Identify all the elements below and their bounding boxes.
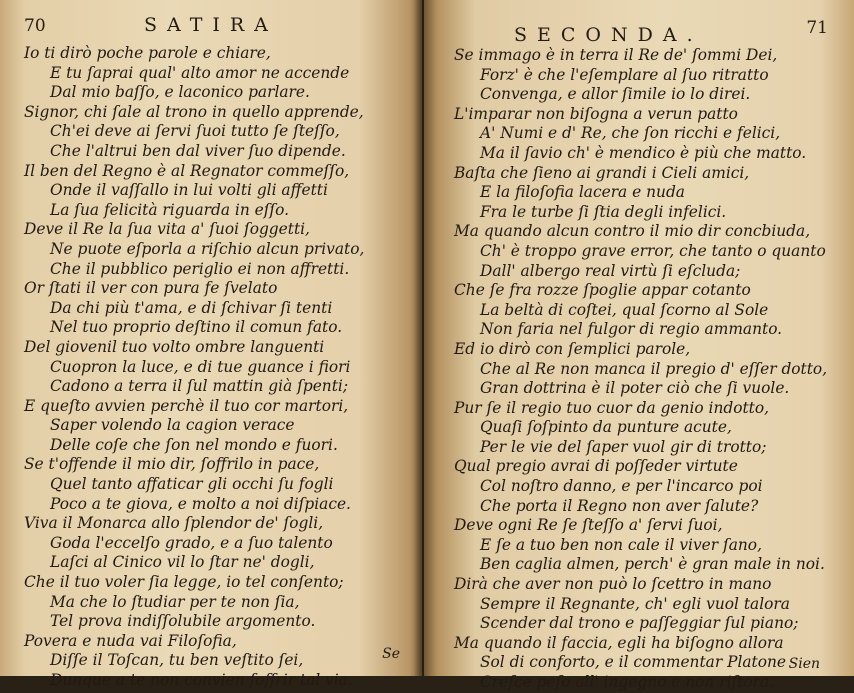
verse-line: Ma il ſavio ch' è mendico è più che matto. [480, 143, 807, 162]
verse-line: E ſe a tuo ben non cale il viver ſano, [480, 535, 762, 554]
left-verse-block [24, 44, 402, 691]
catchword-right: Sien [788, 656, 820, 672]
verse-line: E tu ſaprai qual' alto amor ne accende [50, 63, 350, 82]
verse-line: Sempre il Regnante, ch' egli vuol talora [480, 594, 790, 613]
verse-line: Goda l'eccelſo grado, e a ſuo talento [50, 533, 333, 552]
verse-line: Non faria nel fulgor di regio ammanto. [480, 320, 783, 339]
verse-line: Signor, chi ſale al trono in quello apprende, [24, 102, 364, 121]
verse-line: E la filoſofia lacera e nuda [480, 183, 685, 202]
verse-line: Che ſe fra rozze ſpoglie appar cotanto [454, 281, 751, 300]
verse-line: Se t'offende il mio dir, ſoffrilo in pace, [24, 455, 320, 474]
verse-line: Che porta il Regno non aver ſalute? [480, 496, 759, 515]
right-verse-block [454, 46, 836, 693]
page-number-left: 70 [24, 16, 46, 36]
verse-line: Che l'altrui ben dal viver ſuo dipende. [50, 141, 346, 160]
verse-line: Qual pregio avrai di poſſeder virtute [454, 457, 738, 476]
verse-line: La ſua felicità riguarda in eſſo. [50, 200, 290, 219]
verse-line: Delle coſe che ſon nel mondo e fuori. [50, 435, 338, 454]
verse-line: Ma che lo ſtudiar per te non ſia, [50, 592, 300, 611]
verse-line: Or ſtati il ver con pura fe ſvelato [24, 279, 278, 298]
verse-line: Gran dottrina è il poter ciò che ſi vuole. [480, 379, 790, 398]
verse-line: Che al Re non manca il pregio d' eſſer dotto, [480, 359, 828, 378]
verse-line: Ed io dirò con ſemplici parole, [454, 339, 691, 358]
verse-line: Ma quando il faccia, egli ha biſogno allora [454, 633, 784, 652]
verse-line: Forz' è che l'eſemplare al ſuo ritratto [480, 65, 769, 84]
verse-line: Onde il vaſſallo in lui volti gli affetti [50, 181, 328, 200]
verse-line: Quaſi ſoſpinto da punture acute, [480, 418, 732, 437]
left-page-header [24, 14, 402, 44]
verse-line: Sol di conforto, e il commentar Platone [480, 653, 787, 672]
verse-line: E queſto avvien perchè il tuo cor martori, [24, 396, 349, 415]
verse-line: Deve ogni Re ſe ſteſſo a' ſervi ſuoi, [454, 516, 723, 535]
running-head-right: SECONDA. [514, 24, 703, 46]
verse-line: Che il tuo voler ſia legge, io tel conſento; [24, 573, 344, 592]
verse-line: La beltà di coſtei, qual ſcorno al Sole [480, 300, 769, 319]
verse-line: Se immago è in terra il Re de' ſommi Dei, [454, 46, 778, 64]
running-head-left: SATIRA [144, 14, 278, 36]
verse-line: Cuopron la luce, e di tue guance i fiori [50, 357, 351, 376]
verse-line: Col noſtro danno, e per l'incarco poi [480, 477, 763, 496]
verse-line: Da chi più t'ama, e di ſchivar ſi tenti [50, 298, 333, 317]
verse-line: Povera e nuda vai Filoſofia, [24, 631, 237, 650]
left-page [0, 0, 422, 689]
catchword-left: Se [382, 646, 400, 662]
verse-line: Io ti dirò poche parole e chiare, [24, 44, 271, 62]
verse-line: Creſce peſo all' ingegno e non riſtora. [480, 673, 775, 691]
verse-line: Dall' albergo real virtù ſi eſcluda; [480, 261, 741, 280]
right-page [424, 0, 854, 691]
verse-line: Fra le turbe ſi ſtia degli infelici. [480, 202, 727, 221]
verse-line: Ne puote eſporla a riſchio alcun privato, [50, 239, 365, 258]
verse-line: Laſci al Cinico vil lo ſtar ne' dogli, [50, 553, 315, 572]
verse-line: Ma quando alcun contro il mio dir concbiuda, [454, 222, 811, 241]
verse-line: Cadono a terra il ſul mattin già ſpenti; [50, 377, 349, 396]
verse-line: Viva il Monarca allo ſplendor de' ſogli, [24, 514, 324, 533]
verse-line: Ch' è troppo grave error, che tanto o quanto [480, 241, 826, 260]
verse-line: Dal mio baſſo, e laconico parlare. [50, 83, 310, 102]
verse-line: Scender dal trono e paſſeggiar ſul piano; [480, 614, 799, 633]
verse-line: Quel tanto affaticar gli occhi ſu fogli [50, 475, 334, 494]
verse-line: Ben caglia almen, perch' è gran male in noi. [480, 555, 825, 574]
verse-line: Che il pubblico periglio ei non affretti. [50, 259, 350, 278]
verse-line: Tel prova indiſſolubile argomento. [50, 612, 316, 631]
verse-line: Dirà che aver non può lo ſcettro in mano [454, 575, 772, 594]
verse-line: Del giovenil tuo volto ombre languenti [24, 337, 325, 356]
verse-line: Il ben del Regno è al Regnator commeſſo, [24, 161, 350, 180]
verse-line: Pur ſe il regio tuo cuor da genio indotto, [454, 398, 770, 417]
verse-line: Convenga, e allor ſimile io lo direi. [480, 85, 751, 104]
page-number-right: 71 [806, 18, 828, 38]
verse-line: Saper volendo la cagion verace [50, 416, 295, 435]
verse-line: Nel tuo proprio deſtino il comun fato. [50, 318, 343, 337]
verse-line: Ch'ei deve ai ſervi ſuoi tutto ſe ſteſſo, [50, 122, 340, 141]
verse-line: L'imparar non biſogna a verun patto [454, 104, 738, 123]
verse-line: Poco a te giova, e molto a noi diſpiace. [50, 494, 351, 513]
verse-line: Dunque a te non convien ſoffrir tal via. [50, 671, 353, 689]
verse-line: Baſta che ſieno ai grandi i Cieli amici, [454, 163, 750, 182]
verse-line: Per le vie del ſaper vuol gir di trotto; [480, 437, 767, 456]
verse-line: A' Numi e d' Re, che ſon ricchi e felici, [480, 124, 781, 143]
verse-line: Deve il Re la ſua vita a' ſuoi ſoggetti, [24, 220, 310, 239]
right-page-header [454, 14, 836, 44]
verse-line: Diſſe il Toſcan, tu ben veſtito ſei, [50, 651, 304, 670]
